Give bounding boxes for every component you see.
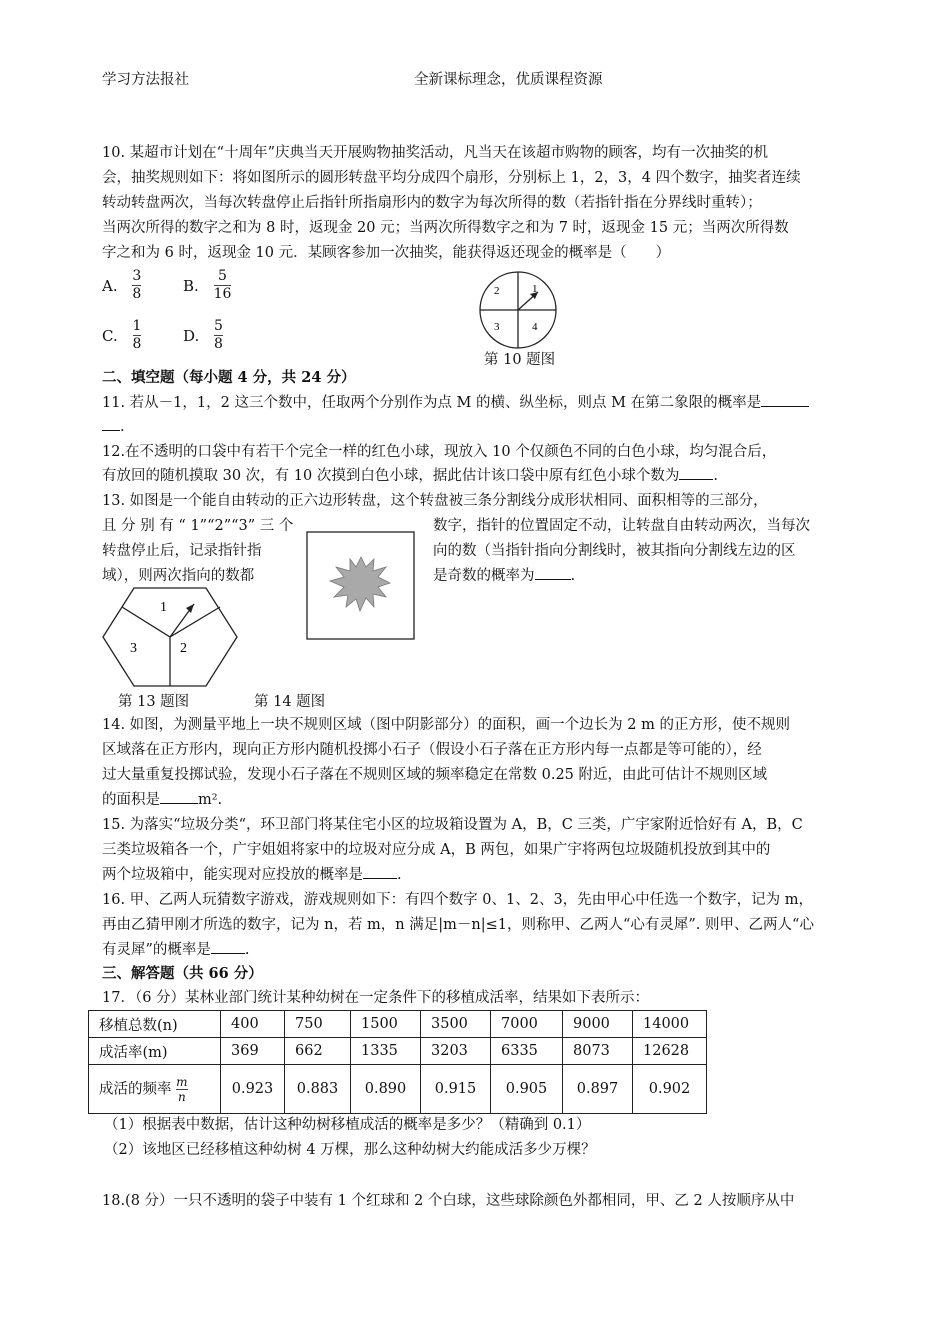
- q12-text: 有放回的随机摸取 30 次，有 10 次摸到白色小球，据此估计该口袋中原有红色小球个数为: [102, 468, 680, 484]
- q13-left-line-3: 域），则两次指向的数都: [102, 568, 255, 584]
- q13-caption: 第 13 题图: [118, 694, 190, 710]
- q14-line-3: 过大量重复投掷试验，发现小石子落在不规则区域的频率稳定在常数 0.25 附近，由此可估计不规则区域: [102, 767, 767, 783]
- option-b: [183, 268, 231, 303]
- q16-line-1: 16. 甲、乙两人玩猜数字游戏，游戏规则如下：有四个数字 0、1、2、3，先由甲心中任选一个数字，记为 m，: [102, 892, 814, 908]
- frequency-label: 成活的频率: [99, 1081, 172, 1097]
- table-cell: 14000: [633, 1011, 707, 1038]
- q12-line-1: 12.在不透明的口袋中有若干个完全一样的红色小球，现放入 10 个仅颜色不同的白色小球，均匀混合后，: [102, 444, 777, 460]
- q12-line-2: [102, 465, 850, 487]
- option-a-denominator: 8: [132, 286, 142, 302]
- option-c: [102, 318, 141, 353]
- option-a-fraction: [132, 268, 141, 303]
- q15-answer-blank: [363, 864, 397, 879]
- table-cell: 3500: [421, 1011, 491, 1038]
- option-d-fraction: [214, 318, 223, 353]
- q17-sub-1: （1）根据表中数据，估计这种幼树移植成活的概率是多少？（精确到 0.1）: [104, 1117, 591, 1133]
- option-c-letter: C.: [102, 326, 118, 345]
- option-b-numerator: 5: [218, 268, 227, 284]
- table-cell: 369: [221, 1038, 285, 1065]
- q11-answer-blank: [761, 392, 809, 407]
- spinner-label-3: 3: [494, 321, 500, 333]
- q11-end: .: [120, 419, 125, 435]
- q13-left-line-2: 转盘停止后，记录指针指: [102, 543, 262, 559]
- q15-end: .: [397, 867, 402, 883]
- frequency-fraction: [176, 1075, 187, 1104]
- table-cell: 9000: [563, 1011, 633, 1038]
- option-a-numerator: 3: [132, 268, 142, 284]
- option-c-denominator: 8: [132, 336, 142, 352]
- q13-left-line-1: 且 分 别 有 “ 1”“2”“3” 三 个: [102, 518, 294, 534]
- header-left: 学习方法报社: [102, 72, 189, 88]
- option-c-numerator: 1: [132, 318, 142, 334]
- q10-line-1: 10. 某超市计划在“十周年”庆典当天开展购物抽奖活动，凡当天在该超市购物的顾客，均有一次抽奖的机: [102, 145, 768, 161]
- option-b-letter: B.: [183, 276, 199, 295]
- table-cell: 1500: [351, 1011, 421, 1038]
- frequency-numerator: m: [176, 1074, 188, 1089]
- option-d: [183, 318, 223, 353]
- q14-text: 的面积是: [102, 792, 160, 808]
- q13-answer-blank: [535, 565, 571, 580]
- table-row: [89, 1038, 707, 1065]
- table-cell: 0.905: [491, 1065, 563, 1114]
- header-center: 全新课标理念，优质课程资源: [414, 72, 603, 88]
- q16-line-3: [102, 939, 850, 961]
- section-2-title: 二、填空题（每小题 4 分，共 24 分）: [102, 369, 356, 386]
- table-cell: 0.897: [563, 1065, 633, 1114]
- q15-line-3: [102, 864, 850, 886]
- option-b-denominator: 16: [213, 286, 232, 302]
- section-3-title: 三、解答题（共 66 分）: [102, 965, 263, 982]
- q15-line-2: 三类垃圾箱各一个，广宇姐姐将家中的垃圾对应分成 A，B 两包，如果广宇将两包垃圾随机投放到其中的: [102, 842, 771, 858]
- table-cell: 6335: [491, 1038, 563, 1065]
- table-cell: 0.890: [351, 1065, 421, 1114]
- table-cell: 750: [285, 1011, 351, 1038]
- table-cell: 0.915: [421, 1065, 491, 1114]
- table-cell: 0.923: [221, 1065, 285, 1114]
- q12-answer-blank: [679, 465, 713, 480]
- option-d-denominator: 8: [214, 336, 223, 352]
- hex-label-1: 1: [160, 600, 167, 615]
- q14-answer-blank: [160, 789, 198, 804]
- table-cell: 3203: [421, 1038, 491, 1065]
- frequency-denominator: n: [177, 1089, 186, 1104]
- q10-line-3: 转动转盘两次，当每次转盘停止后指针所指扇形内的数字为每次所得的数（若指针指在分界线时重转）；: [102, 195, 762, 211]
- q13-right-line-3: [433, 564, 853, 589]
- q11-line-2: [102, 416, 850, 438]
- q10-line-4: 当两次所得的数字之和为 8 时，返现金 20 元；当两次所得数字之和为 7 时，返现金 15 元；当两次所得数: [102, 220, 789, 236]
- q14-caption: 第 14 题图: [254, 694, 326, 710]
- q17-table: [88, 1010, 707, 1114]
- table-cell: 1335: [351, 1038, 421, 1065]
- q17-sub-2: （2）该地区已经移植这种幼树 4 万棵，那么这种幼树大约能成活多少万棵？: [104, 1142, 596, 1158]
- hex-label-3: 3: [130, 641, 137, 656]
- table-cell: 12628: [633, 1038, 707, 1065]
- table-row: [89, 1011, 707, 1038]
- q18-line-1: 18.(8 分）一只不透明的袋子中装有 1 个红球和 2 个白球，这些球除颜色外都相同，甲、乙 2 人按顺序从中: [102, 1193, 795, 1209]
- q10-line-2: 会，抽奖规则如下：将如图所示的圆形转盘平均分成四个扇形，分别标上 1，2，3，4 四个数字，抽奖者连续: [102, 170, 801, 186]
- q13-right-line-1: 数字，指针的位置固定不动，让转盘自由转动两次，当每次: [433, 518, 810, 534]
- q16-answer-blank: [211, 939, 245, 954]
- q13-hexagon-figure: [100, 586, 240, 688]
- table-row-label: 成活率(m): [89, 1038, 221, 1065]
- q13-right-column: [433, 514, 853, 589]
- q16-end: .: [244, 942, 250, 958]
- table-cell: 7000: [491, 1011, 563, 1038]
- table-cell: 8073: [563, 1038, 633, 1065]
- table-cell: 0.902: [633, 1065, 707, 1114]
- hex-label-2: 2: [180, 641, 187, 656]
- q15-line-1: 15. 为落实“垃圾分类“，环卫部门将某住宅小区的垃圾箱设置为 A，B，C 三类，广宇家附近恰好有 A，B，C: [102, 817, 803, 833]
- q10-spinner-figure: [476, 268, 560, 352]
- q16-line-2: 再由乙猜甲刚才所选的数字，记为 n，若 m，n 满足|m－n|≤1，则称甲、乙两人“心有灵犀”. 则甲、乙两人“心: [102, 917, 814, 933]
- q13-right-line-2: 向的数（当指针指向分割线时，被其指向分割线左边的区: [433, 543, 796, 559]
- q16-text: 有灵犀”的概率是: [102, 942, 211, 958]
- option-d-letter: D.: [183, 326, 200, 345]
- table-row-label: [89, 1065, 221, 1114]
- spinner-label-4: 4: [532, 321, 538, 333]
- q11-line-1: [102, 392, 850, 414]
- table-cell: 400: [221, 1011, 285, 1038]
- table-cell: 0.883: [285, 1065, 351, 1114]
- q17-intro: 17．（6 分）某林业部门统计某种幼树在一定条件下的移植成活率，结果如下表所示：: [102, 990, 650, 1006]
- q11-text: 11. 若从－1，1，2 这三个数中，任取两个分别作为点 M 的横、纵坐标，则点 M 在第二象限的概率是: [102, 395, 762, 411]
- spinner-label-1: 1: [532, 283, 538, 295]
- table-row-label: 移植总数(n): [89, 1011, 221, 1038]
- table-row: [89, 1065, 707, 1114]
- q13-line-1: 13. 如图是一个能自由转动的正六边形转盘，这个转盘被三条分割线分成形状相同、面积相等的三部分，: [102, 493, 768, 509]
- option-d-numerator: 5: [214, 318, 223, 334]
- q13-end: .: [570, 568, 576, 584]
- q10-line-5: 字之和为 6 时，返现金 10 元．某顾客参加一次抽奖，能获得返还现金的概率是（ ）: [102, 245, 671, 261]
- spinner-label-2: 2: [494, 285, 500, 297]
- q14-line-1: 14. 如图，为测量平地上一块不规则区域（图中阴影部分）的面积，画一个边长为 2 m 的正方形，使不规则: [102, 717, 790, 733]
- q14-unit: m².: [198, 792, 223, 808]
- q14-line-4: [102, 789, 850, 811]
- table-cell: 662: [285, 1038, 351, 1065]
- q14-square-figure: [306, 531, 416, 641]
- q12-end: .: [713, 468, 718, 484]
- option-c-fraction: [133, 318, 142, 353]
- q10-caption: 第 10 题图: [484, 352, 556, 368]
- q13-right-text: 是奇数的概率为: [433, 568, 535, 584]
- q14-line-2: 区域落在正方形内，现向正方形内随机投掷小石子（假设小石子落在正方形内每一点都是等可能的），经: [102, 742, 762, 758]
- q11-answer-blank-cont: [102, 416, 120, 431]
- q13-left-column: [102, 514, 298, 589]
- option-a: [102, 268, 141, 303]
- q15-text: 两个垃圾箱中，能实现对应投放的概率是: [102, 867, 363, 883]
- option-a-letter: A.: [102, 276, 118, 295]
- option-b-fraction: [214, 268, 232, 303]
